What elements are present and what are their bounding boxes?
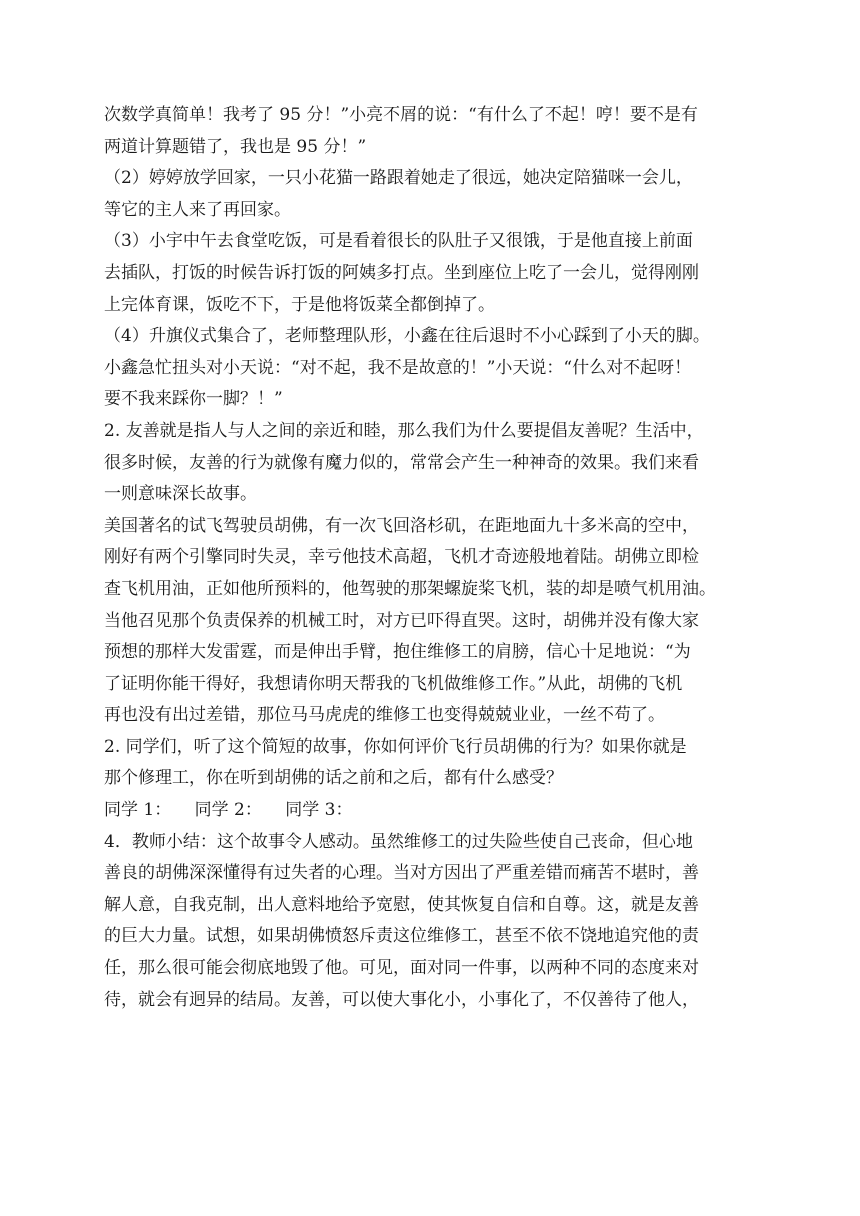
text-line: （3）小宇中午去食堂吃饭，可是看着很长的队肚子又很饿，于是他直接上前面 bbox=[104, 231, 693, 252]
paragraph-teacher-summary bbox=[104, 827, 744, 1017]
text-line: 一则意味深长故事。 bbox=[104, 484, 257, 505]
text-line: 要不我来踩你一脚？！” bbox=[104, 389, 283, 410]
text-line: 上完体育课，饭吃不下，于是他将饭菜全都倒掉了。 bbox=[104, 294, 495, 315]
student-responses-row bbox=[104, 795, 744, 827]
text-line: 善良的胡佛深深懂得有过失者的心理。当对方因出了严重差错而痛苦不堪时，善 bbox=[104, 863, 699, 884]
text-line: 了证明你能干得好，我想请你明天帮我的飞机做维修工作。”从此，胡佛的飞机 bbox=[104, 673, 683, 694]
text-line: 的巨大力量。试想，如果胡佛愤怒斥责这位维修工，甚至不依不饶地追究他的责 bbox=[104, 926, 699, 947]
text-line: 去插队，打饭的时候告诉打饭的阿姨多打点。坐到座位上吃了一会儿，觉得刚刚 bbox=[104, 262, 699, 283]
paragraph-discussion-question bbox=[104, 732, 744, 795]
text-line: 预想的那样大发雷霆，而是伸出手臂，抱住维修工的肩膀，信心十足地说：“为 bbox=[104, 642, 691, 663]
paragraph-case-3 bbox=[104, 226, 744, 321]
text-line: 任，那么很可能会彻底地毁了他。可见，面对同一件事，以两种不同的态度来对 bbox=[104, 958, 699, 979]
text-line: 小鑫急忙扭头对小天说：“对不起，我不是故意的！”小天说：“什么对不起呀！ bbox=[104, 357, 692, 378]
student-1-label: 同学 1： bbox=[104, 800, 172, 821]
text-line: 再也没有出过差错，那位马马虎虎的维修工也变得兢兢业业，一丝不苟了。 bbox=[104, 705, 665, 726]
text-line: 那个修理工，你在听到胡佛的话之前和之后，都有什么感受？ bbox=[104, 768, 563, 789]
text-line: 刚好有两个引擎同时失灵，幸亏他技术高超，飞机才奇迹般地着陆。胡佛立即检 bbox=[104, 547, 699, 568]
text-line: 解人意，自我克制，出人意料地给予宽慰，使其恢复自信和自尊。这，就是友善 bbox=[104, 894, 699, 915]
paragraph-friendliness-intro bbox=[104, 416, 744, 511]
text-line: 两道计算题错了，我也是 95 分！” bbox=[104, 136, 367, 157]
text-line: （2）婷婷放学回家，一只小花猫一路跟着她走了很远，她决定陪猫咪一会儿， bbox=[104, 168, 693, 189]
paragraph-hoover-story bbox=[104, 511, 744, 732]
text-line: 2. 友善就是指人与人之间的亲近和睦，那么我们为什么要提倡友善呢？生活中， bbox=[104, 420, 704, 441]
text-line: 待，就会有迥异的结局。友善，可以使大事化小，小事化了，不仅善待了他人， bbox=[104, 989, 699, 1010]
paragraph-math-test bbox=[104, 100, 744, 163]
text-line: 当他召见那个负责保养的机械工时，对方已吓得直哭。这时，胡佛并没有像大家 bbox=[104, 610, 699, 631]
text-line: 很多时候，友善的行为就像有魔力似的，常常会产生一种神奇的效果。我们来看 bbox=[104, 452, 699, 473]
student-3-label: 同学 3： bbox=[285, 800, 353, 821]
text-line: 查飞机用油，正如他所预料的，他驾驶的那架螺旋桨飞机，装的却是喷气机用油。 bbox=[104, 578, 716, 599]
paragraph-case-4 bbox=[104, 321, 744, 416]
paragraph-case-2 bbox=[104, 163, 744, 226]
text-line: 4．教师小结：这个故事令人感动。虽然维修工的过失险些使自己丧命，但心地 bbox=[104, 831, 693, 852]
document-page bbox=[104, 100, 744, 1016]
text-line: （4）升旗仪式集合了，老师整理队形，小鑫在往后退时不小心踩到了小天的脚。 bbox=[104, 326, 710, 347]
text-line: 等它的主人来了再回家。 bbox=[104, 199, 291, 220]
student-2-label: 同学 2： bbox=[194, 800, 262, 821]
text-line: 美国著名的试飞驾驶员胡佛，有一次飞回洛杉矶，在距地面九十多米高的空中， bbox=[104, 515, 699, 536]
text-line: 2. 同学们，听了这个简短的故事，你如何评价飞行员胡佛的行为？如果你就是 bbox=[104, 736, 687, 757]
text-line: 次数学真简单！我考了 95 分！”小亮不屑的说：“有什么了不起！哼！要不是有 bbox=[104, 105, 698, 125]
